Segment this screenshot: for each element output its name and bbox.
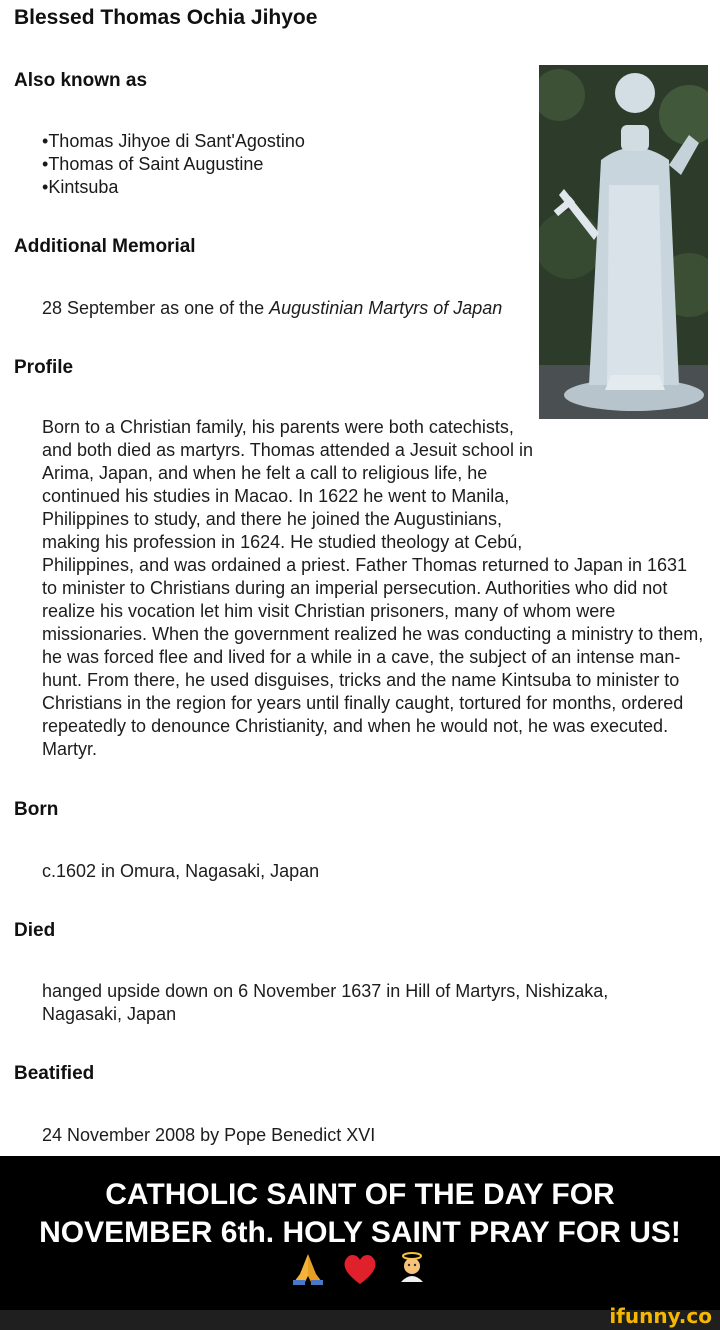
banner-line-2: NOVEMBER 6th. HOLY SAINT PRAY FOR US! xyxy=(39,1216,681,1249)
beatified-text: 24 November 2008 by Pope Benedict XVI xyxy=(42,1125,376,1145)
image-float-spacer xyxy=(536,416,706,546)
list-item: • Thomas of Saint Augustine xyxy=(42,153,305,176)
banner-caption xyxy=(0,1176,720,1252)
died-heading: Died xyxy=(14,920,56,941)
emoji-row xyxy=(0,1252,720,1286)
profile-text xyxy=(42,416,706,761)
died-text: hanged upside down on 6 November 1637 in Hill of Martyrs, Nishizaka, Nagasaki, Japan xyxy=(42,981,609,1024)
additional-memorial-heading: Additional Memorial xyxy=(14,236,196,257)
profile-heading: Profile xyxy=(14,357,74,378)
born-text: c.1602 in Omura, Nagasaki, Japan xyxy=(42,861,320,881)
beatified-heading: Beatified xyxy=(14,1063,95,1084)
alias-list xyxy=(42,130,305,199)
banner-line-1: CATHOLIC SAINT OF THE DAY FOR xyxy=(105,1178,615,1211)
born-heading: Born xyxy=(14,799,59,820)
list-item: • Kintsuba xyxy=(42,176,305,199)
list-item: • Thomas Jihyoe di Sant'Agostino xyxy=(42,130,305,153)
footer-bar xyxy=(0,1304,720,1330)
baby-angel-icon xyxy=(394,1252,430,1286)
saint-statue-image xyxy=(539,65,708,419)
profile-body: Born to a Christian family, his parents were both catechists, and both died as martyrs. Thomas attended a Jesuit school in Arima, Japan, and when he felt a call to religious life, he continued his studies in Macao. In 1622 he went to Manila, Philippines to study, and there he joined the Augustinians, making his profession in 1624. He studied theology at Cebú, Philippines, and was ordained a priest. Father Thomas returned to Japan in 1631 to minister to Christians during an imperial persecution. Authorities who did not realize his vocation let him visit Christian prisoners, many of whom were missionaries. When the government realized he was conducting a ministry to them, he was forced flee and lived for a while in a cave, the subject of an intense man-hunt. From there, he used disguises, tricks and the name Kintsuba to minister to Christians in the region for years until finally caught, tortured for months, ordered repeatedly to denounce Christianity, and when he would not, he was executed. Martyr. xyxy=(42,417,704,759)
also-known-as-heading: Also known as xyxy=(14,70,148,91)
praying-hands-icon xyxy=(290,1252,326,1286)
page-title: Blessed Thomas Ochia Jihyoe xyxy=(14,6,318,29)
augustinian-martyrs-link-text: Augustinian Martyrs of Japan xyxy=(269,298,503,318)
ifunny-watermark: ifunny.co xyxy=(609,1304,712,1328)
memorial-text-prefix: 28 September as one of the xyxy=(42,298,270,318)
red-heart-icon xyxy=(342,1252,378,1286)
memorial-text xyxy=(42,297,502,320)
caption-banner xyxy=(0,1156,720,1310)
